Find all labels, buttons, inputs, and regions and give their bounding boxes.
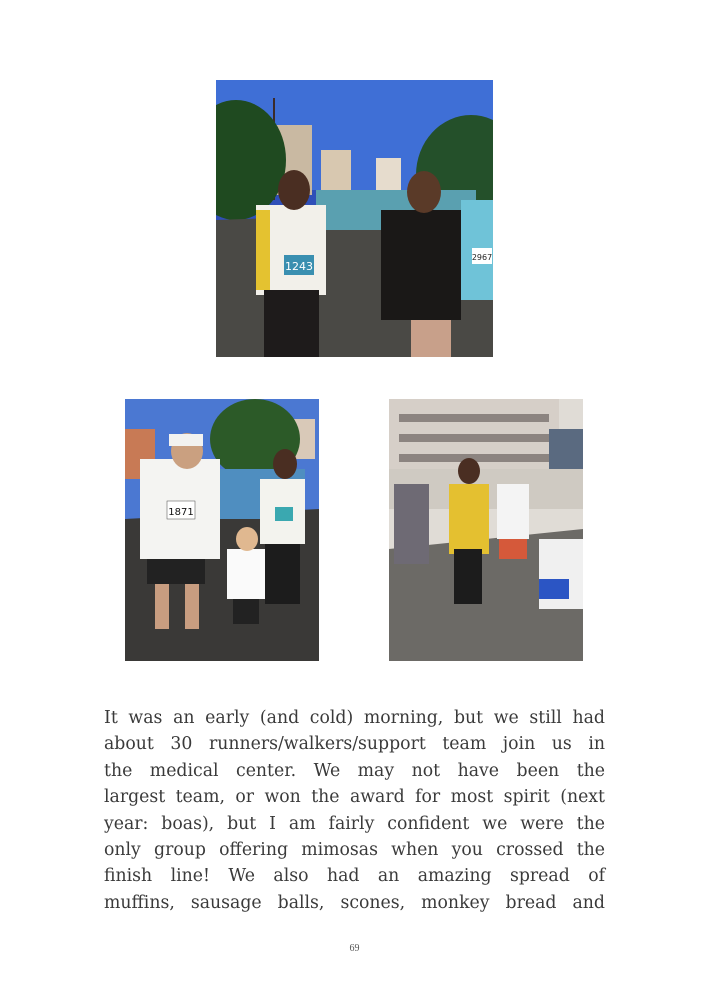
body-line: It was an early (and cold) morning, but we still had bbox=[104, 708, 605, 728]
photo-women-walking bbox=[216, 80, 493, 357]
photo-walkers-back bbox=[389, 399, 583, 661]
bib-number: 1243 bbox=[285, 260, 313, 273]
body-paragraph bbox=[104, 705, 605, 916]
photo-man-and-child bbox=[125, 399, 319, 661]
body-line: year: boas), but I am fairly confident we were the bbox=[104, 813, 605, 834]
body-line: the medical center. We may not have been the bbox=[104, 760, 605, 781]
body-line: finish line! We also had an amazing spread of bbox=[104, 866, 605, 887]
bib-number-right: 2967 bbox=[471, 253, 493, 262]
body-line: muffins, sausage balls, scones, monkey bread and bbox=[104, 892, 605, 913]
bib-number: 1871 bbox=[168, 507, 194, 518]
body-line: largest team, or won the award for most spirit (next bbox=[104, 787, 605, 808]
body-line: only group offering mimosas when you crossed the bbox=[104, 840, 605, 861]
page-number: 69 bbox=[349, 943, 360, 954]
body-line: about 30 runners/walkers/support team join us in bbox=[104, 734, 605, 755]
